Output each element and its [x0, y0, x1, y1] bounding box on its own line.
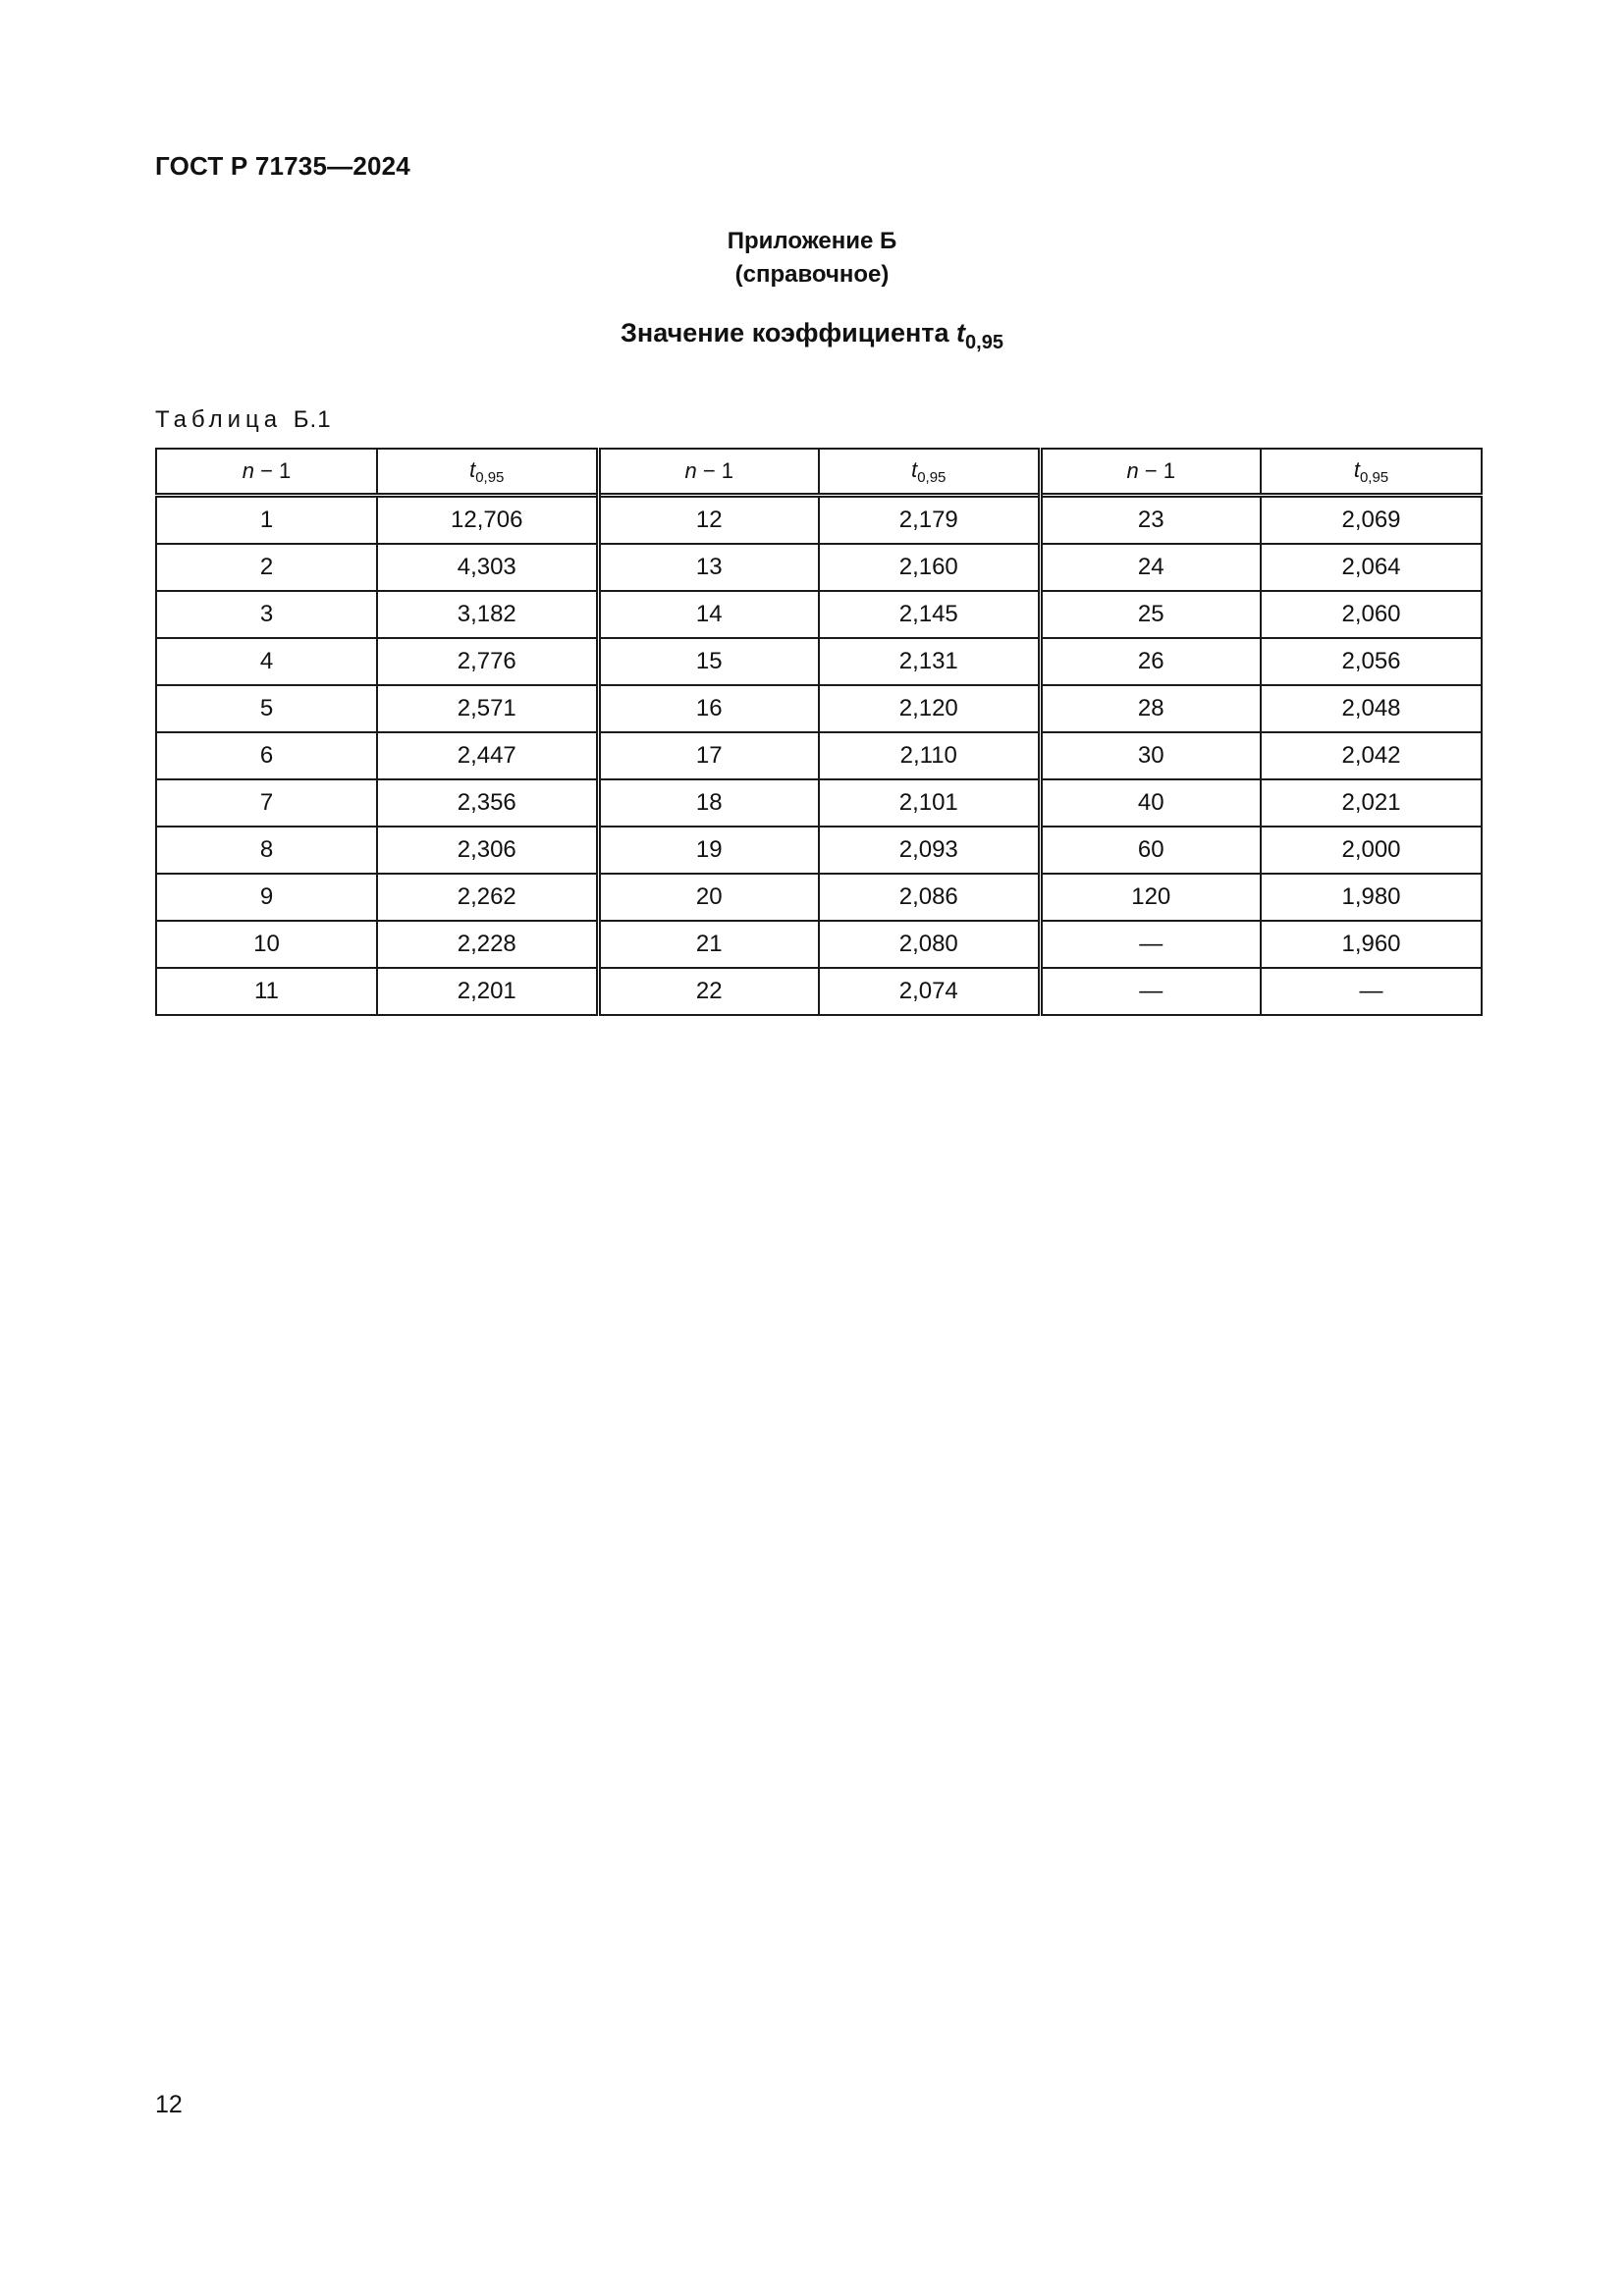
section-title — [0, 318, 1624, 354]
table-header-row — [156, 449, 1482, 496]
cell-t: 12,706 — [377, 496, 598, 545]
cell-t: 2,080 — [819, 921, 1040, 968]
cell-n: 16 — [598, 685, 819, 732]
cell-t: 2,074 — [819, 968, 1040, 1015]
cell-n: 23 — [1040, 496, 1261, 545]
cell-t: 2,101 — [819, 779, 1040, 827]
table-caption — [155, 406, 332, 434]
cell-t: 2,064 — [1261, 544, 1482, 591]
table-row — [156, 591, 1482, 638]
cell-t: 2,571 — [377, 685, 598, 732]
cell-n: — — [1040, 921, 1261, 968]
section-title-text: Значение коэффициента — [621, 318, 949, 347]
appendix-heading — [0, 225, 1624, 292]
cell-t: — — [1261, 968, 1482, 1015]
cell-t: 1,960 — [1261, 921, 1482, 968]
table-row — [156, 732, 1482, 779]
table-row — [156, 685, 1482, 732]
cell-n: 18 — [598, 779, 819, 827]
cell-t: 4,303 — [377, 544, 598, 591]
cell-t: 2,060 — [1261, 591, 1482, 638]
table-row — [156, 638, 1482, 685]
table-row — [156, 496, 1482, 545]
cell-n: 4 — [156, 638, 377, 685]
cell-t: 2,048 — [1261, 685, 1482, 732]
cell-t: 2,228 — [377, 921, 598, 968]
appendix-kind: (справочное) — [734, 261, 890, 288]
cell-n: 60 — [1040, 827, 1261, 874]
table-body — [156, 496, 1482, 1016]
header-n-minus-1: n − 1 — [156, 449, 377, 496]
header-n-minus-1: n − 1 — [598, 449, 819, 496]
section-title-var: t — [956, 318, 966, 347]
page-number: 12 — [155, 2091, 183, 2118]
cell-t: 2,179 — [819, 496, 1040, 545]
table-row — [156, 779, 1482, 827]
t-coefficient-table — [155, 448, 1483, 1016]
cell-t: 2,306 — [377, 827, 598, 874]
table-caption-number: Б.1 — [293, 406, 332, 433]
header-t095: $t_{0,95}$ — [377, 449, 598, 496]
cell-n: 120 — [1040, 874, 1261, 921]
cell-t: 2,776 — [377, 638, 598, 685]
cell-t: 2,131 — [819, 638, 1040, 685]
cell-n: 11 — [156, 968, 377, 1015]
cell-t: 2,042 — [1261, 732, 1482, 779]
document-code: ГОСТ Р 71735—2024 — [155, 151, 410, 181]
cell-t: 2,086 — [819, 874, 1040, 921]
cell-t: 2,262 — [377, 874, 598, 921]
cell-t: 2,069 — [1261, 496, 1482, 545]
cell-t: 2,201 — [377, 968, 598, 1015]
cell-t: 2,120 — [819, 685, 1040, 732]
cell-n: 10 — [156, 921, 377, 968]
cell-t: 2,160 — [819, 544, 1040, 591]
cell-n: 40 — [1040, 779, 1261, 827]
cell-n: 28 — [1040, 685, 1261, 732]
cell-t: 2,145 — [819, 591, 1040, 638]
cell-t: 3,182 — [377, 591, 598, 638]
table-caption-word: Таблица — [155, 406, 283, 433]
cell-n: 20 — [598, 874, 819, 921]
appendix-title: Приложение Б — [727, 228, 897, 254]
table-row — [156, 544, 1482, 591]
cell-n: 15 — [598, 638, 819, 685]
cell-n: 5 — [156, 685, 377, 732]
cell-t: 2,093 — [819, 827, 1040, 874]
table-row — [156, 921, 1482, 968]
cell-n: 21 — [598, 921, 819, 968]
cell-n: 14 — [598, 591, 819, 638]
cell-n: 2 — [156, 544, 377, 591]
cell-n: 6 — [156, 732, 377, 779]
header-t095: $t_{0,95}$ — [1261, 449, 1482, 496]
cell-n: 17 — [598, 732, 819, 779]
cell-t: 2,356 — [377, 779, 598, 827]
cell-n: 24 — [1040, 544, 1261, 591]
cell-n: 12 — [598, 496, 819, 545]
cell-n: 3 — [156, 591, 377, 638]
cell-t: 2,056 — [1261, 638, 1482, 685]
header-t095: $t_{0,95}$ — [819, 449, 1040, 496]
section-title-subscript: 0,95 — [965, 332, 1003, 353]
cell-t: 2,447 — [377, 732, 598, 779]
cell-n: 22 — [598, 968, 819, 1015]
cell-n: 1 — [156, 496, 377, 545]
cell-n: — — [1040, 968, 1261, 1015]
cell-n: 13 — [598, 544, 819, 591]
cell-t: 2,110 — [819, 732, 1040, 779]
cell-n: 26 — [1040, 638, 1261, 685]
table-row — [156, 827, 1482, 874]
cell-n: 25 — [1040, 591, 1261, 638]
header-n-minus-1: n − 1 — [1040, 449, 1261, 496]
cell-n: 8 — [156, 827, 377, 874]
cell-n: 9 — [156, 874, 377, 921]
cell-t: 1,980 — [1261, 874, 1482, 921]
cell-n: 30 — [1040, 732, 1261, 779]
cell-t: 2,000 — [1261, 827, 1482, 874]
table-row — [156, 874, 1482, 921]
table-row — [156, 968, 1482, 1015]
cell-n: 7 — [156, 779, 377, 827]
cell-t: 2,021 — [1261, 779, 1482, 827]
cell-n: 19 — [598, 827, 819, 874]
